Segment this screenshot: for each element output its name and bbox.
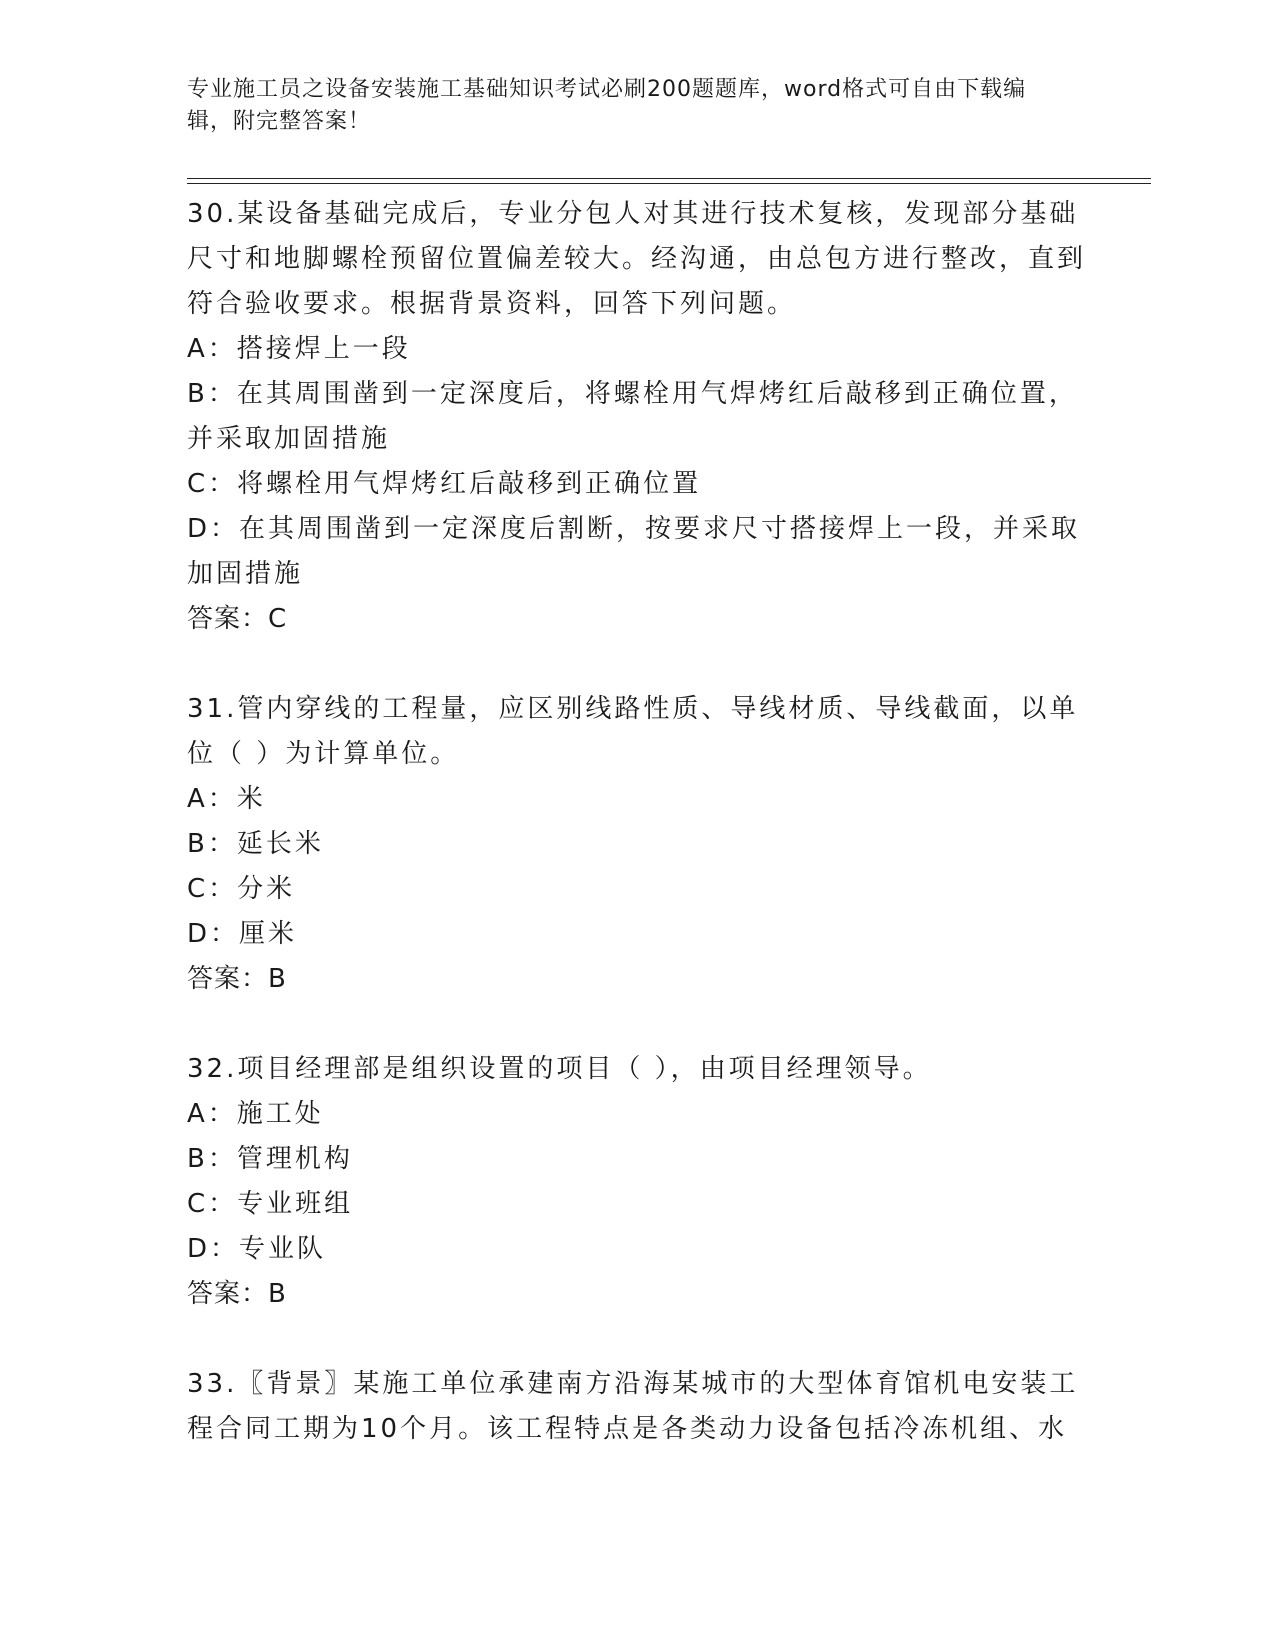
header-rule-bottom <box>187 183 1151 184</box>
answer-label: 答案：B <box>187 964 287 994</box>
question-stem: 31.管内穿线的工程量，应区别线路性质、导线材质、导线截面，以单位（ ）为计算单位。 <box>187 694 1079 769</box>
option-d: D：专业队 <box>187 1234 327 1264</box>
option-b: B：管理机构 <box>187 1144 353 1174</box>
header-rule-top <box>187 178 1151 179</box>
question-stem: 30.某设备基础完成后，专业分包人对其进行技术复核，发现部分基础尺寸和地脚螺栓预留位置偏差较大。经沟通，由总包方进行整改，直到符合验收要求。根据背景资料，回答下列问题。 <box>187 199 1087 319</box>
option-b: B：延长米 <box>187 829 324 859</box>
option-c: C：分米 <box>187 874 296 904</box>
option-c: C：将螺栓用气焊烤红后敲移到正确位置 <box>187 469 702 499</box>
question-31 <box>187 687 1087 1002</box>
question-32 <box>187 1047 1087 1317</box>
option-d: D：在其周围凿到一定深度后割断，按要求尺寸搭接焊上一段，并采取加固措施 <box>187 514 1081 589</box>
question-list <box>187 192 1087 1497</box>
question-stem: 33.〖背景〗某施工单位承建南方沿海某城市的大型体育馆机电安装工程合同工期为10个月。该工程特点是各类动力设备包括冷冻机组、水 <box>187 1369 1079 1444</box>
option-d: D：厘米 <box>187 919 298 949</box>
question-30 <box>187 192 1087 642</box>
question-33 <box>187 1362 1087 1452</box>
option-b: B：在其周围凿到一定深度后，将螺栓用气焊烤红后敲移到正确位置，并采取加固措施 <box>187 379 1078 454</box>
option-a: A：搭接焊上一段 <box>187 334 411 364</box>
answer-label: 答案：B <box>187 1279 287 1309</box>
option-a: A：施工处 <box>187 1099 324 1129</box>
option-c: C：专业班组 <box>187 1189 354 1219</box>
answer-label: 答案：C <box>187 604 288 634</box>
question-stem: 32.项目经理部是组织设置的项目（ ），由项目经理领导。 <box>187 1054 932 1084</box>
document-header: 专业施工员之设备安装施工基础知识考试必刷200题题库，word格式可自由下载编辑，附完整答案！ <box>187 77 1027 134</box>
option-a: A：米 <box>187 784 266 814</box>
